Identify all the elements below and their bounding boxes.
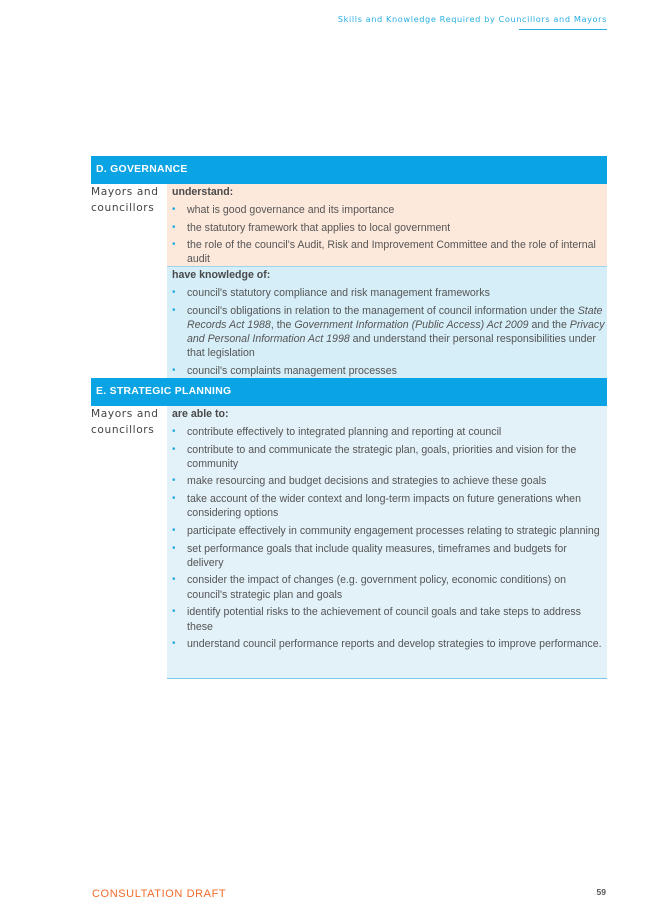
list-item: • identify potential risks to the achievement of council goals and take steps to address these — [172, 606, 581, 633]
row-label-line: councillors — [91, 424, 155, 436]
bullet-icon: • — [172, 574, 176, 586]
list-item: • set performance goals that include quality measures, timeframes and budgets for delivery — [172, 542, 567, 569]
bullet-icon: • — [172, 542, 176, 554]
list-item: • make resourcing and budget decisions and strategies to achieve these goals — [172, 475, 547, 488]
list-item: • participate effectively in community engagement processes relating to strategic planning — [172, 524, 600, 537]
governance-understand-block — [167, 184, 607, 266]
list-item: • what is good governance and its importance — [172, 204, 395, 216]
bullet-icon: • — [172, 443, 176, 455]
row-label-line: Mayors and — [91, 186, 159, 198]
bullet-icon: • — [172, 426, 176, 437]
act-title: State Records Act 1988 — [187, 304, 603, 331]
knowledge-intro: have knowledge of: — [172, 269, 271, 281]
strategic-list — [167, 425, 607, 655]
text-run: council's obligations in relation to the management of council information under the — [187, 304, 578, 317]
list-item: • the role of the council's Audit, Risk and Improvement Committee and the role of internal audit — [172, 239, 596, 266]
strategic-block — [167, 406, 607, 679]
bullet-icon: • — [172, 365, 176, 377]
bullet-icon: • — [172, 239, 176, 251]
bullet-icon: • — [172, 493, 176, 505]
list-item: • contribute effectively to integrated planning and reporting at council — [172, 426, 502, 438]
list-item: • take account of the wider context and long-term impacts on future generations when considering options — [172, 493, 581, 520]
act-title: Privacy and Personal Information Act 1998 — [187, 318, 605, 346]
running-header: Skills and Knowledge Required by Councillors and Mayors — [337, 14, 607, 24]
text-run: , the — [270, 318, 295, 331]
section-head-strategic: E. STRATEGIC PLANNING — [91, 378, 607, 406]
bullet-icon: • — [172, 204, 176, 215]
bullet-icon: • — [172, 304, 176, 316]
section-head-governance: D. GOVERNANCE — [91, 156, 607, 184]
bullet-icon: • — [172, 524, 176, 536]
text-run: and understand their personal responsibilities under that legislation — [187, 333, 596, 360]
knowledge-list — [167, 286, 607, 382]
page-number: 59 — [596, 887, 606, 897]
bullet-icon: • — [172, 221, 176, 233]
understand-intro: understand: — [172, 186, 234, 198]
understand-list — [167, 203, 607, 270]
text-run: and the — [528, 318, 570, 331]
row-label-strategic — [91, 406, 161, 438]
row-label-line: councillors — [91, 202, 155, 214]
header-rule — [519, 29, 607, 30]
row-label-governance — [91, 184, 161, 216]
list-item: • consider the impact of changes (e.g. government policy, economic conditions) on council's strategic plan and goals — [172, 574, 567, 601]
bullet-icon: • — [172, 475, 176, 487]
bullet-icon: • — [172, 287, 176, 298]
list-item — [167, 304, 607, 361]
list-item: • contribute to and communicate the strategic plan, goals, priorities and vision for the community — [172, 443, 577, 470]
bullet-icon: • — [172, 606, 176, 618]
list-item: • the statutory framework that applies to local government — [172, 221, 451, 234]
governance-knowledge-block — [167, 266, 607, 378]
list-item: • council's complaints management processes — [172, 365, 397, 378]
footer-draft-label: CONSULTATION DRAFT — [92, 888, 227, 900]
list-item: • understand council performance reports and develop strategies to improve performance. — [172, 638, 602, 651]
bullet-icon: • — [172, 638, 176, 650]
list-item: • council's statutory compliance and risk management frameworks — [172, 287, 490, 299]
row-label-line: Mayors and — [91, 408, 159, 420]
strategic-intro: are able to: — [172, 408, 229, 420]
act-title: Government Information (Public Access) Act 2009 — [294, 318, 529, 331]
